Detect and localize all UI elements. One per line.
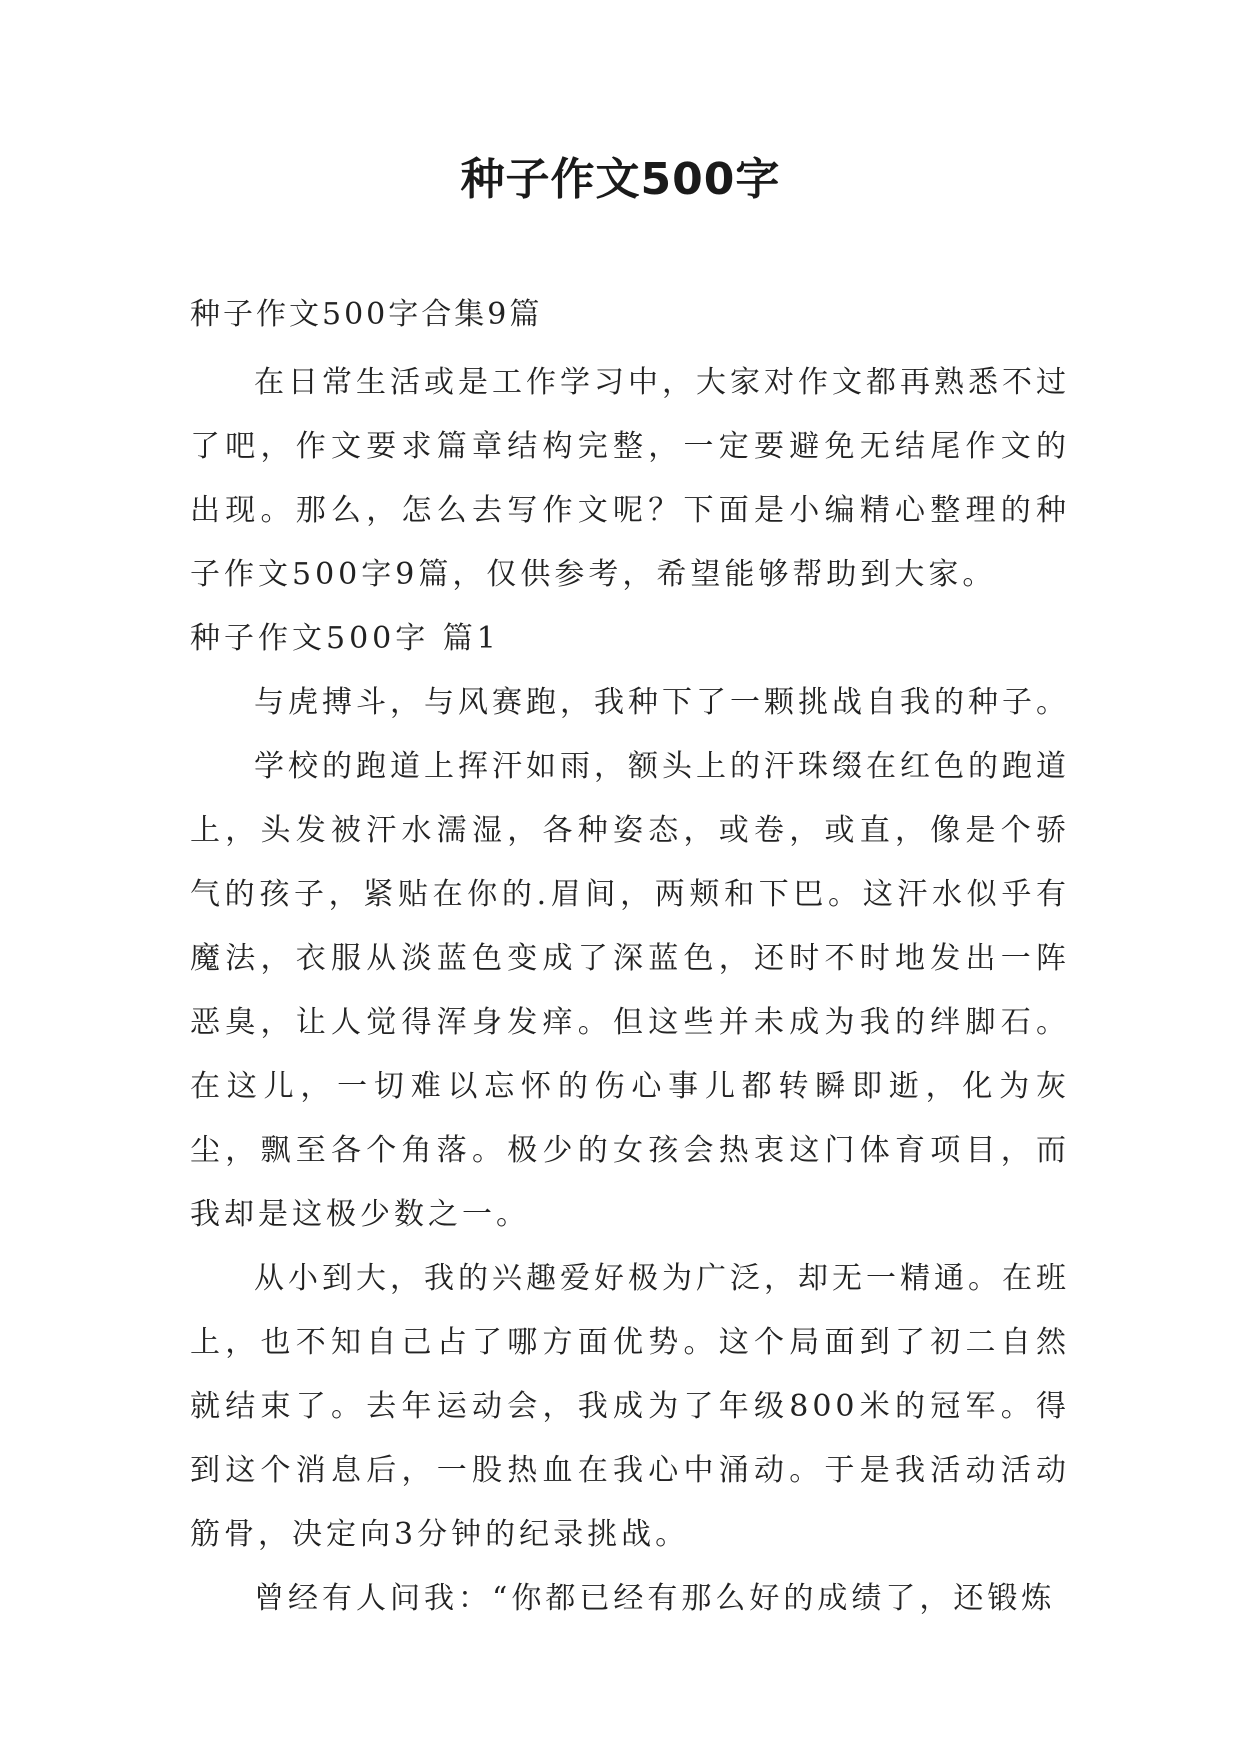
body-paragraph: 与虎搏斗，与风赛跑，我种下了一颗挑战自我的种子。	[254, 685, 1070, 720]
body-paragraph: 曾经有人问我：“你都已经有那么好的成绩了，还锻炼	[254, 1581, 1056, 1616]
body-paragraph: 从小到大，我的兴趣爱好极为广泛，却无一精通。在班上，也不知自己占了哪方面优势。这个局面到了初二自然就结束了。去年运动会，我成为了年级800米的冠军。得到这个消息后，一股热血在我心中涌动。于是我活动活动筋骨，决定向3分钟的纪录挑战。	[190, 1261, 1070, 1552]
body-paragraph: 学校的跑道上挥汗如雨，额头上的汗珠缀在红色的跑道上，头发被汗水濡湿，各种姿态，或卷，或直，像是个骄气的孩子，紧贴在你的.眉间，两颊和下巴。这汗水似乎有魔法，衣服从淡蓝色变成了深蓝色，还时不时地发出一阵恶臭，让人觉得浑身发痒。但这些并未成为我的绊脚石。在这儿，一切难以忘怀的伤心事儿都转瞬即逝，化为灰尘，飘至各个角落。极少的女孩会热衷这门体育项目，而我却是这极少数之一。	[190, 749, 1070, 1232]
document-title: 种子作文500字	[460, 154, 781, 205]
intro-paragraph: 在日常生活或是工作学习中，大家对作文都再熟悉不过了吧，作文要求篇章结构完整，一定要避免无结尾作文的出现。那么，怎么去写作文呢？下面是小编精心整理的种子作文500字9篇，仅供参考，希望能够帮助到大家。	[190, 365, 1070, 592]
document-body	[190, 351, 1070, 1631]
document-subtitle: 种子作文500字合集9篇	[190, 297, 543, 332]
section-heading: 种子作文500字 篇1	[190, 621, 500, 656]
